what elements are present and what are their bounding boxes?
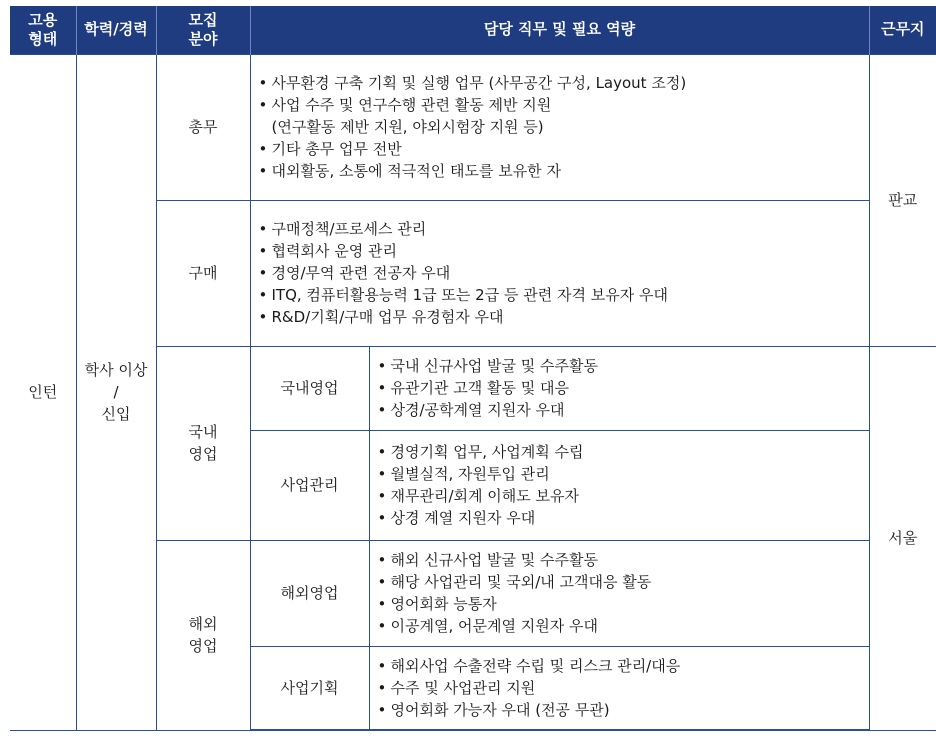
list-item: • 협력회사 운영 관리 xyxy=(258,242,397,260)
header-location: 근무지 xyxy=(869,6,936,54)
list-item: • 경영기획 업무, 사업계획 수립 xyxy=(377,443,584,461)
list-item: • 이공계열, 어문계열 지원자 우대 xyxy=(377,617,598,635)
subfield-overseas-sales: 해외영업 xyxy=(250,540,369,646)
field-general-affairs: 총무 xyxy=(156,54,250,200)
header-employment-type: 고용 형태 xyxy=(10,6,76,54)
list-item: • R&D/기획/구매 업무 유경험자 우대 xyxy=(258,308,504,326)
duties-business-planning xyxy=(369,646,869,730)
list-item: • 해외사업 수출전략 수립 및 리스크 관리/대응 xyxy=(377,656,681,675)
header-education: 학력/경력 xyxy=(76,6,156,54)
list-item: • ITQ, 컴퓨터활용능력 1급 또는 2급 등 관련 자격 보유자 우대 xyxy=(258,286,668,304)
duties-general-affairs xyxy=(250,54,869,200)
list-item: • 사업 수주 및 연구수행 관련 활동 제반 지원 xyxy=(258,96,552,114)
field-domestic-sales: 국내 영업 xyxy=(156,346,250,540)
header-field: 모집 분야 xyxy=(156,6,250,54)
list-item: • 국내 신규사업 발굴 및 수주활동 xyxy=(377,357,598,375)
list-item: • 유관기관 고객 활동 및 대응 xyxy=(377,379,569,397)
recruitment-table xyxy=(10,6,936,731)
list-item: • 수주 및 사업관리 지원 xyxy=(377,678,536,697)
subfield-domestic-sales: 국내영업 xyxy=(250,346,369,430)
list-item: • 상경 계열 지원자 우대 xyxy=(377,509,536,527)
list-item: • 사무환경 구축 기획 및 실행 업무 (사무공간 구성, Layout 조정) xyxy=(258,74,687,92)
list-item: • 월별실적, 자원투입 관리 xyxy=(377,465,550,483)
field-overseas-sales: 해외 영업 xyxy=(156,540,250,730)
location-pangyo: 판교 xyxy=(869,54,936,346)
list-item: • 재무관리/회계 이해도 보유자 xyxy=(377,487,579,505)
list-item: • 대외활동, 소통에 적극적인 태도를 보유한 자 xyxy=(258,162,561,180)
list-item: • 구매정책/프로세스 관리 xyxy=(258,220,427,238)
duties-overseas-sales xyxy=(369,540,869,646)
duties-business-management xyxy=(369,430,869,540)
list-item: • 상경/공학계열 지원자 우대 xyxy=(377,401,565,419)
employment-type-cell: 인턴 xyxy=(10,54,76,730)
list-item: • 기타 총무 업무 전반 xyxy=(258,140,402,158)
list-item: • 해당 사업관리 및 국외/내 고객대응 활동 xyxy=(377,573,652,591)
education-cell: 학사 이상 / 신입 xyxy=(76,54,156,730)
duties-domestic-sales xyxy=(369,346,869,430)
header-duties: 담당 직무 및 필요 역량 xyxy=(250,6,869,54)
location-seoul: 서울 xyxy=(869,346,936,730)
list-item: • 해외 신규사업 발굴 및 수주활동 xyxy=(377,551,598,569)
field-purchasing: 구매 xyxy=(156,200,250,346)
subfield-business-planning: 사업기획 xyxy=(250,646,369,730)
duties-purchasing xyxy=(250,200,869,346)
header-row xyxy=(10,6,936,54)
list-item: • 경영/무역 관련 전공자 우대 xyxy=(258,264,451,282)
table-row xyxy=(10,54,936,200)
list-item: • 영어회화 능통자 xyxy=(377,595,497,613)
subfield-business-management: 사업관리 xyxy=(250,430,369,540)
list-item: • 영어회화 가능자 우대 (전공 무관) xyxy=(377,700,610,719)
list-item: (연구활동 제반 지원, 야외시험장 지원 등) xyxy=(271,118,544,136)
